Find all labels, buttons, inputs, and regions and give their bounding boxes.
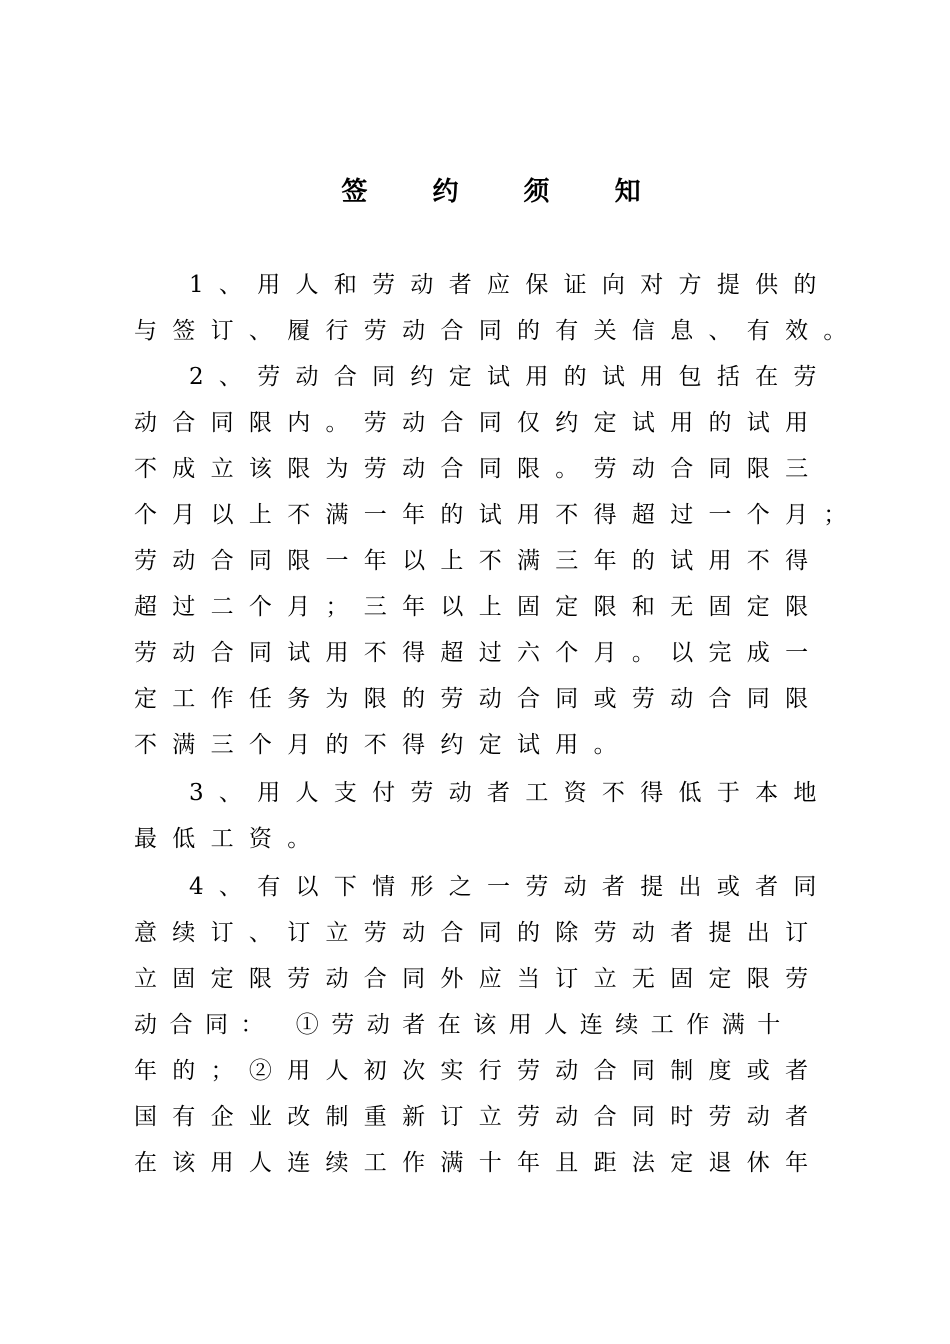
paragraph-line: 动合同限内。劳动合同仅约定试用的试用 bbox=[134, 410, 824, 436]
paragraph-line: 动合同： ①劳动者在该用人连续工作满十 bbox=[134, 1012, 793, 1038]
paragraph-line: 立固定限劳动合同外应当订立无固定限劳 bbox=[134, 966, 824, 992]
paragraph-line: 定工作任务为限的劳动合同或劳动合同限 bbox=[134, 686, 824, 712]
paragraph-line: 2、劳动合同约定试用的试用包括在劳 bbox=[189, 364, 832, 390]
paragraph-line: 在该用人连续工作满十年且距法定退休年 bbox=[134, 1150, 824, 1176]
paragraph-line: 不满三个月的不得约定试用。 bbox=[134, 732, 632, 758]
paragraph-line: 与签订、履行劳动合同的有关信息、有效。 bbox=[134, 318, 862, 344]
paragraph-line: 劳动合同限一年以上不满三年的试用不得 bbox=[134, 548, 824, 574]
paragraph-line: 劳动合同试用不得超过六个月。以完成一 bbox=[134, 640, 824, 666]
document-title: 签 约 须 知 bbox=[341, 177, 669, 207]
paragraph-line: 3、用人支付劳动者工资不得低于本地 bbox=[189, 780, 832, 806]
paragraph-line: 个月以上不满一年的试用不得超过一个月； bbox=[134, 502, 862, 528]
paragraph-line: 4、有以下情形之一劳动者提出或者同 bbox=[189, 874, 832, 900]
paragraph-line: 不成立该限为劳动合同限。劳动合同限三 bbox=[134, 456, 824, 482]
paragraph-line: 意续订、订立劳动合同的除劳动者提出订 bbox=[134, 920, 824, 946]
paragraph-line: 超过二个月；三年以上固定限和无固定限 bbox=[134, 594, 824, 620]
paragraph-line: 国有企业改制重新订立劳动合同时劳动者 bbox=[134, 1104, 824, 1130]
paragraph-line: 最低工资。 bbox=[134, 826, 326, 852]
paragraph-line: 1、用人和劳动者应保证向对方提供的 bbox=[189, 272, 832, 298]
paragraph-line: 年的；②用人初次实行劳动合同制度或者 bbox=[134, 1058, 824, 1084]
